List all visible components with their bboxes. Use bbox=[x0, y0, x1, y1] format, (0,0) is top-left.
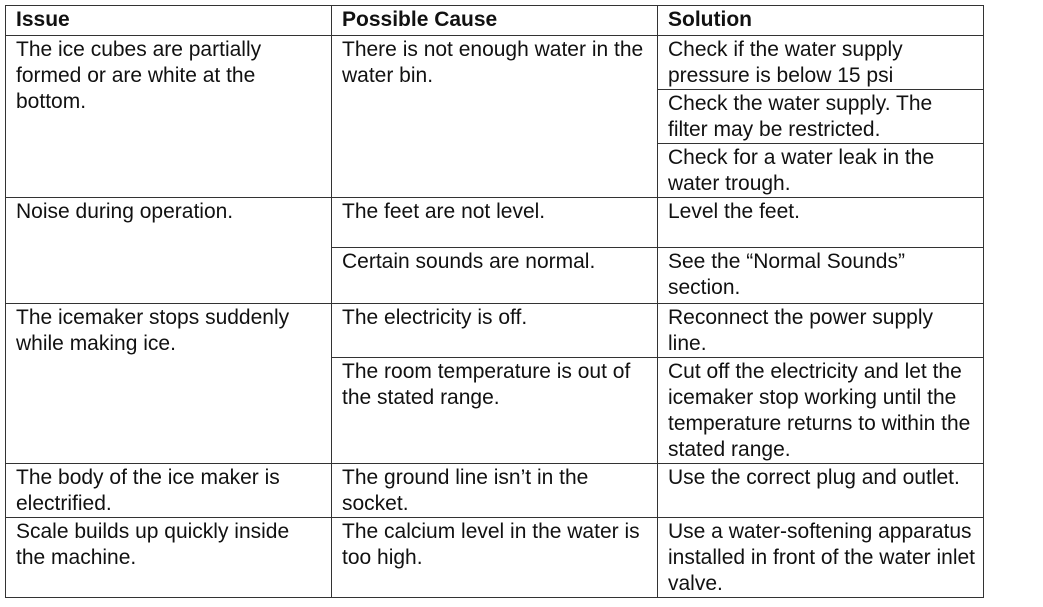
solution-cell: See the “Normal Sounds” section. bbox=[658, 248, 984, 304]
cause-cell: The room temperature is out of the stated range. bbox=[332, 358, 658, 464]
issue-cell: The body of the ice maker is electrified. bbox=[6, 464, 332, 518]
issue-cell: The ice cubes are partially formed or are white at the bottom. bbox=[6, 36, 332, 198]
table-row bbox=[6, 464, 984, 518]
table-row bbox=[6, 518, 984, 598]
header-possible-cause: Possible Cause bbox=[332, 6, 658, 36]
solution-cell: Level the feet. bbox=[658, 198, 984, 248]
cause-cell: The ground line isn’t in the socket. bbox=[332, 464, 658, 518]
header-row bbox=[6, 6, 984, 36]
cause-cell: Certain sounds are normal. bbox=[332, 248, 658, 304]
table-row bbox=[6, 198, 984, 248]
solution-cell: Use a water-softening apparatus installed in front of the water inlet valve. bbox=[658, 518, 984, 598]
troubleshooting-table bbox=[5, 5, 984, 598]
issue-cell: The icemaker stops suddenly while making ice. bbox=[6, 304, 332, 464]
cause-cell: There is not enough water in the water bin. bbox=[332, 36, 658, 198]
cause-cell: The calcium level in the water is too high. bbox=[332, 518, 658, 598]
header-solution: Solution bbox=[658, 6, 984, 36]
solution-cell: Cut off the electricity and let the icemaker stop working until the temperature returns to within the stated range. bbox=[658, 358, 984, 464]
solution-cell: Check if the water supply pressure is below 15 psi bbox=[658, 36, 984, 90]
cause-cell: The electricity is off. bbox=[332, 304, 658, 358]
solution-cell: Check the water supply. The filter may be restricted. bbox=[658, 90, 984, 144]
cause-cell: The feet are not level. bbox=[332, 198, 658, 248]
issue-cell: Scale builds up quickly inside the machine. bbox=[6, 518, 332, 598]
solution-cell: Check for a water leak in the water trough. bbox=[658, 144, 984, 198]
table-row bbox=[6, 304, 984, 358]
solution-cell: Reconnect the power supply line. bbox=[658, 304, 984, 358]
solution-cell: Use the correct plug and outlet. bbox=[658, 464, 984, 518]
header-issue: Issue bbox=[6, 6, 332, 36]
issue-cell: Noise during operation. bbox=[6, 198, 332, 304]
table-row bbox=[6, 36, 984, 90]
